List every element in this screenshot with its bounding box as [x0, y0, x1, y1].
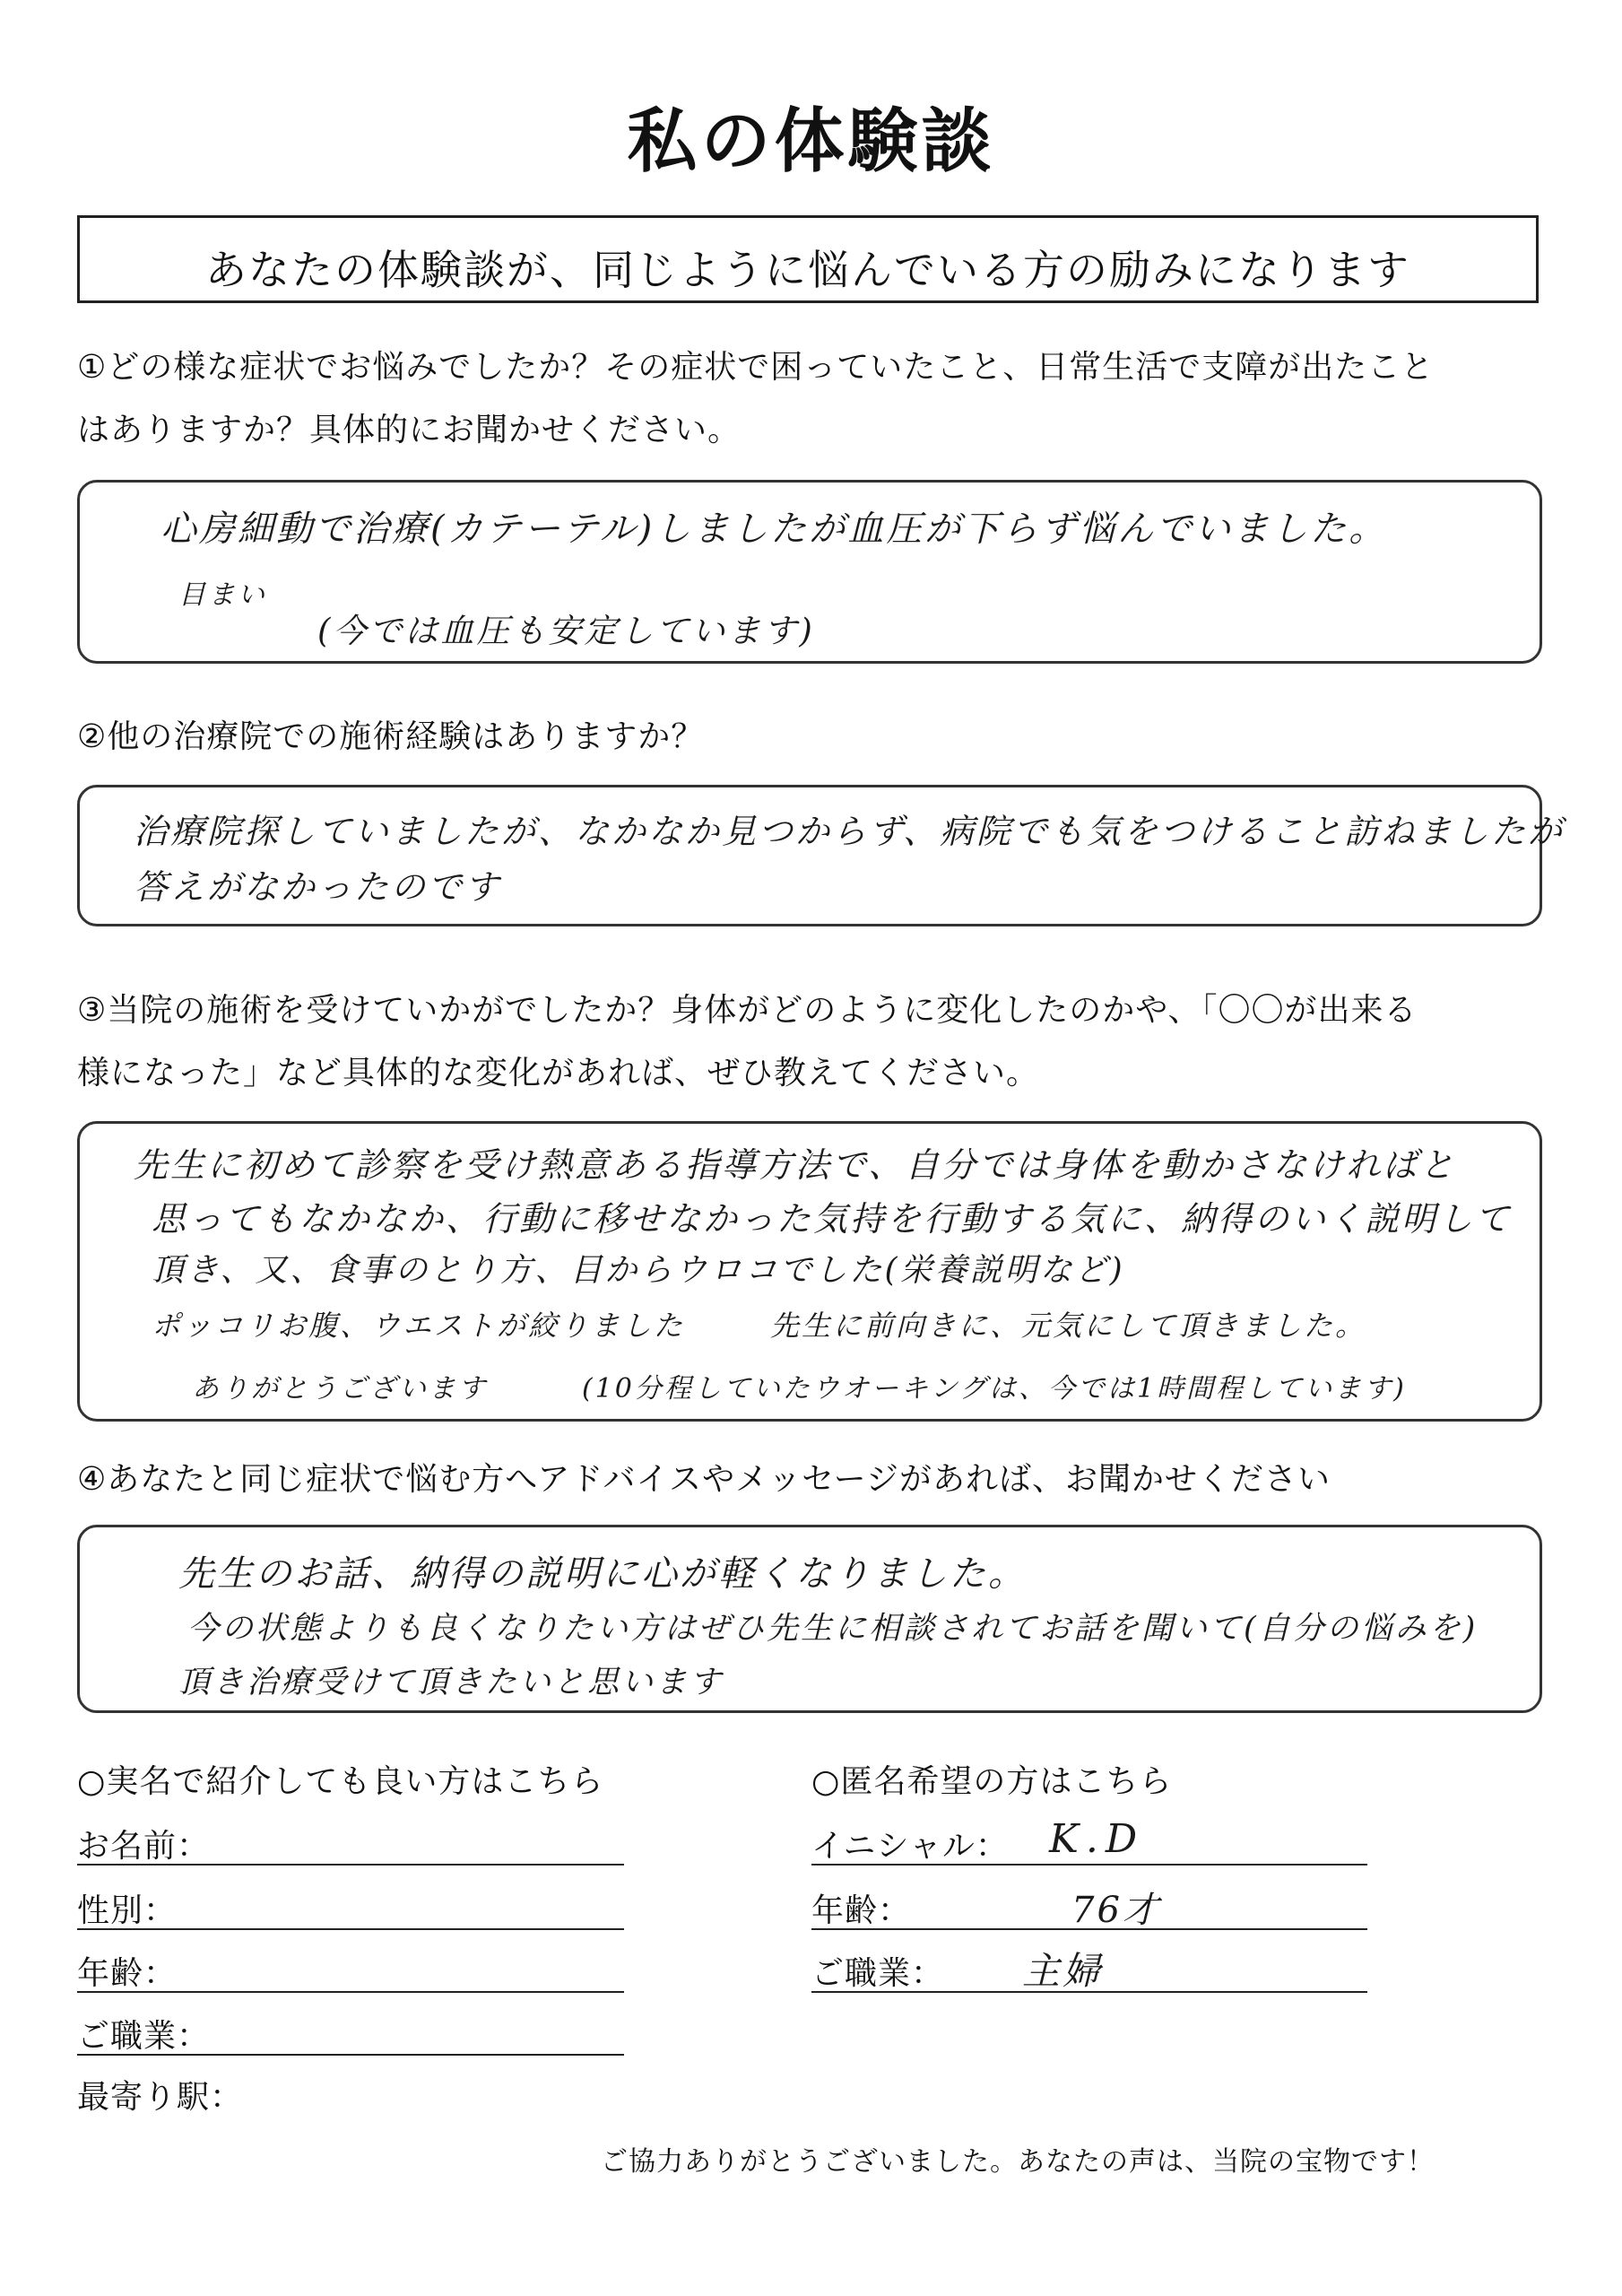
answer-3-line-2: 思ってもなかなか、行動に移せなかった気持を行動する気に、納得のいく説明して — [152, 1199, 1513, 1239]
question-1-line-1: ①どの様な症状でお悩みでしたか？その症状で困っていたこと、日常生活で支障が出たこと — [77, 349, 1435, 386]
answer-3-line-4a: ポッコリお腹、ウエストが絞りました — [152, 1309, 686, 1343]
real-name-heading: ○実名で紹介しても良い方はこちら — [77, 1763, 604, 1800]
answer-1-line-1: 心房細動で治療(カテーテル)しましたが血圧が下らず悩んでいました。 — [160, 509, 1388, 550]
real-occupation-label: ご職業： — [77, 2018, 211, 2055]
question-2 — [77, 706, 1548, 769]
answer-1-line-2: 目まい — [178, 579, 267, 611]
anon-occupation-value: 主婦 — [1022, 1949, 1104, 1993]
answer-4-line-1: 先生のお話、納得の説明に心が軽くなりました。 — [178, 1553, 1027, 1595]
real-name-field[interactable] — [77, 1864, 624, 1866]
question-4 — [77, 1448, 1548, 1511]
real-occupation-field[interactable] — [77, 2054, 624, 2056]
anon-occupation-label: ご職業： — [811, 1955, 945, 1992]
anon-age-field[interactable] — [811, 1928, 1367, 1930]
answer-3-line-5b: (10分程していたウオーキングは、今では1時間程しています) — [582, 1373, 1407, 1405]
question-3-line-2: 様になった」など具体的な変化があれば、ぜひ教えてください。 — [77, 1055, 1040, 1091]
subtitle: あなたの体験談が、同じように悩んでいる方の励みになります — [205, 246, 1410, 294]
question-1 — [77, 336, 1548, 462]
answer-box-3[interactable] — [77, 1121, 1542, 1422]
initials-field[interactable] — [811, 1864, 1367, 1866]
answer-1-line-3: (今では血圧も安定しています) — [317, 612, 815, 650]
answer-3-line-5a: ありがとうございます — [192, 1373, 488, 1405]
real-name-label: お名前： — [77, 1828, 211, 1865]
answer-box-4[interactable] — [77, 1525, 1542, 1713]
real-age-field[interactable] — [77, 1991, 624, 1993]
answer-box-1[interactable] — [77, 480, 1542, 664]
answer-4-line-2: 今の状態よりも良くなりたい方はぜひ先生に相談されてお話を聞いて(自分の悩みを) — [187, 1611, 1479, 1647]
answer-3-line-4b: 先生に前向きに、元気にして頂きました。 — [770, 1309, 1367, 1343]
anon-age-label: 年齢： — [811, 1892, 912, 1929]
initials-value: K.D — [1049, 1816, 1145, 1862]
answer-4-line-3: 頂き治療受けて頂きたいと思います — [178, 1665, 724, 1700]
question-1-line-2: はありますか？具体的にお聞かせください。 — [77, 412, 742, 448]
answer-2-line-2: 答えがなかったのです — [134, 867, 502, 907]
page-title: 私の体験談 — [627, 101, 995, 182]
real-age-label: 年齢： — [77, 1955, 178, 1992]
question-4-line-1: ④あなたと同じ症状で悩む方へアドバイスやメッセージがあれば、お聞かせください — [77, 1461, 1331, 1498]
anon-age-value: 76才 — [1071, 1890, 1161, 1931]
gender-field[interactable] — [77, 1928, 624, 1930]
nearest-station-label: 最寄り駅： — [77, 2079, 244, 2116]
question-3 — [77, 979, 1548, 1105]
initials-label: イニシャル： — [811, 1828, 1009, 1865]
anon-occupation-field[interactable] — [811, 1991, 1367, 1993]
subtitle-box — [77, 215, 1539, 303]
question-2-line-1: ②他の治療院での施術経験はありますか？ — [77, 718, 705, 755]
gender-label: 性別： — [77, 1892, 178, 1929]
anonymous-heading: ○匿名希望の方はこちら — [811, 1763, 1173, 1800]
footer-thanks: ご協力ありがとうございました。あなたの声は、当院の宝物です！ — [601, 2146, 1435, 2178]
answer-3-line-3: 頂き、又、食事のとり方、目からウロコでした(栄養説明など) — [152, 1252, 1125, 1289]
answer-2-line-1: 治療院探していましたが、なかなか見つからず、病院でも気をつけること訪ねましたが — [134, 812, 1565, 851]
answer-box-2[interactable] — [77, 785, 1565, 926]
question-3-line-1: ③当院の施術を受けていかがでしたか？身体がどのように変化したのかや、「〇〇が出来る — [77, 992, 1418, 1029]
answer-3-line-1: 先生に初めて診察を受け熱意ある指導方法で、自分では身体を動かさなければと — [134, 1145, 1457, 1185]
